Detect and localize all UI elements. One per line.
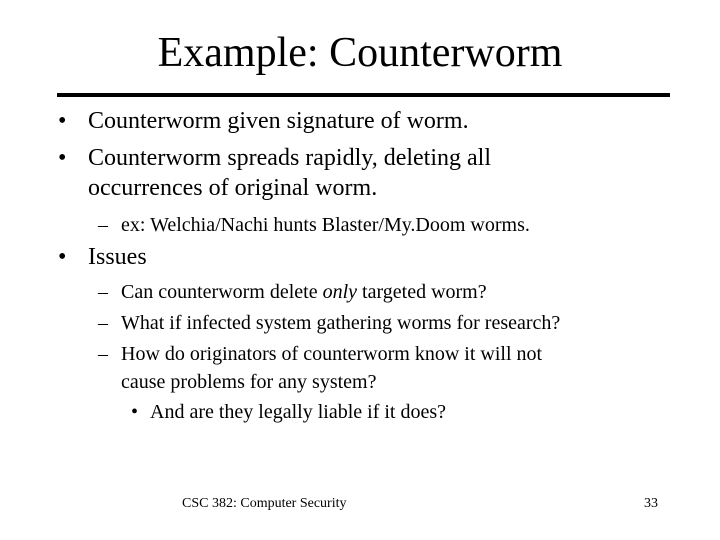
bullet-text: Counterworm given signature of worm. — [88, 108, 469, 134]
title-divider — [57, 93, 670, 97]
sub-bullet-marker: – — [98, 214, 108, 236]
sub-bullet-text-continuation: cause problems for any system? — [121, 371, 377, 393]
sub-bullet-text: ex: Welchia/Nachi hunts Blaster/My.Doom worms. — [121, 214, 530, 236]
bullet-marker: • — [58, 145, 67, 171]
sub-bullet-marker: – — [98, 343, 108, 365]
bullet-text: Issues — [88, 244, 147, 270]
sub-bullet-text-start: Can counterworm delete — [121, 281, 323, 303]
bullet-text: Counterworm spreads rapidly, deleting all — [88, 145, 492, 171]
emphasized-word: only — [322, 281, 358, 303]
sub-sub-bullet-marker: • — [131, 401, 139, 423]
sub-sub-bullet-text: And are they legally liable if it does? — [150, 401, 447, 423]
bullet-marker: • — [58, 244, 67, 270]
bullet-text-continuation: occurrences of original worm. — [88, 175, 378, 201]
sub-bullet-text-end: targeted worm? — [357, 281, 487, 303]
slide-title: Example: Counterworm — [157, 30, 563, 76]
sub-bullet-text: What if infected system gathering worms for research? — [121, 312, 561, 334]
sub-bullet-marker: – — [98, 281, 108, 303]
slide-number: 33 — [644, 496, 658, 511]
sub-bullet-text — [121, 279, 487, 305]
sub-bullet-text: How do originators of counterworm know it will not — [121, 343, 543, 365]
footer-course-title: CSC 382: Computer Security — [182, 496, 347, 511]
bullet-marker: • — [58, 108, 67, 134]
sub-bullet-marker: – — [98, 312, 108, 334]
